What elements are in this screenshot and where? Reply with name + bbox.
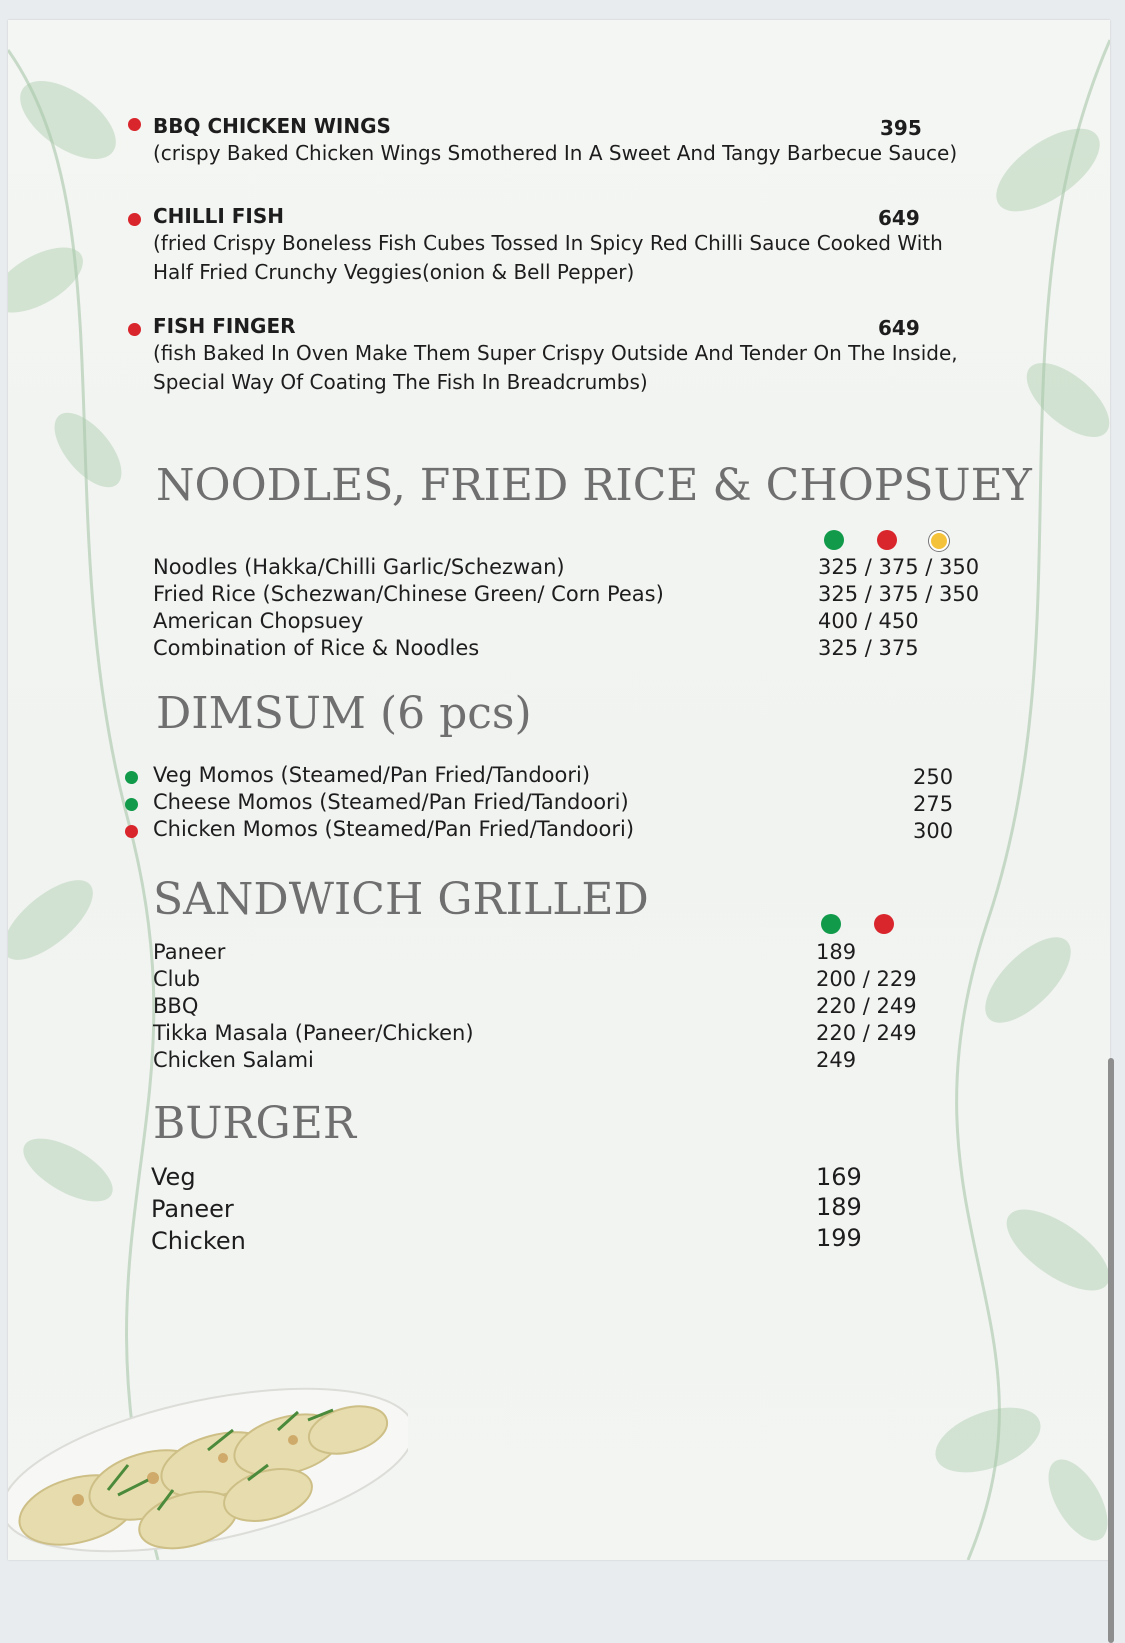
nonveg-dot-icon xyxy=(125,825,138,838)
item-name: FISH FINGER xyxy=(153,314,296,338)
item-name: Paneer xyxy=(153,940,226,964)
nonveg-dot-icon xyxy=(874,914,894,934)
item-name: Cheese Momos (Steamed/Pan Fried/Tandoori) xyxy=(153,790,629,814)
item-price: 250 xyxy=(913,765,954,789)
item-name: CHILLI FISH xyxy=(153,204,284,228)
veg-dot-icon xyxy=(821,914,841,934)
item-price: 189 xyxy=(816,1193,862,1221)
item-name: Chicken Momos (Steamed/Pan Fried/Tandoori) xyxy=(153,817,635,841)
item-price: 649 xyxy=(878,316,920,340)
item-description: (crispy Baked Chicken Wings Smothered In A Sweet And Tangy Barbecue Sauce) xyxy=(153,141,958,165)
item-name: Veg Momos (Steamed/Pan Fried/Tandoori) xyxy=(153,763,591,787)
item-name: American Chopsuey xyxy=(153,609,364,633)
nonveg-dot-icon xyxy=(128,323,141,336)
item-price: 199 xyxy=(816,1224,862,1252)
item-price: 200 / 229 xyxy=(816,967,917,991)
item-description: (fish Baked In Oven Make Them Super Crispy Outside And Tender On The Inside, xyxy=(153,341,958,365)
item-name: Chicken xyxy=(151,1227,246,1255)
nonveg-dot-icon xyxy=(128,213,141,226)
item-name: Paneer xyxy=(151,1195,234,1223)
item-price: 300 xyxy=(913,819,954,843)
section-heading: SANDWICH GRILLED xyxy=(153,874,649,925)
momos-plate-image xyxy=(8,1370,408,1560)
item-price: 325 / 375 / 350 xyxy=(818,582,980,606)
section-heading: DIMSUM (6 pcs) xyxy=(156,688,532,739)
egg-dot-icon xyxy=(929,531,949,551)
item-name: BBQ xyxy=(153,994,199,1018)
item-price: 275 xyxy=(913,792,954,816)
item-price: 325 / 375 / 350 xyxy=(818,555,980,579)
veg-dot-icon xyxy=(125,771,138,784)
veg-dot-icon xyxy=(824,530,844,550)
item-price: 220 / 249 xyxy=(816,994,917,1018)
item-name: Chicken Salami xyxy=(153,1048,314,1072)
item-price: 649 xyxy=(878,206,920,230)
item-price: 249 xyxy=(816,1048,857,1072)
item-name: BBQ CHICKEN WINGS xyxy=(153,114,391,138)
item-name: Fried Rice (Schezwan/Chinese Green/ Corn Peas) xyxy=(153,582,664,606)
item-price: 400 / 450 xyxy=(818,609,919,633)
item-name: Veg xyxy=(151,1163,196,1191)
item-price: 325 / 375 xyxy=(818,636,919,660)
veg-dot-icon xyxy=(125,798,138,811)
item-description: (fried Crispy Boneless Fish Cubes Tossed In Spicy Red Chilli Sauce Cooked With xyxy=(153,231,943,255)
nonveg-dot-icon xyxy=(128,118,141,131)
section-heading: NOODLES, FRIED RICE & CHOPSUEY xyxy=(156,460,1032,511)
nonveg-dot-icon xyxy=(877,530,897,550)
item-name: Noodles (Hakka/Chilli Garlic/Schezwan) xyxy=(153,555,565,579)
section-heading: BURGER xyxy=(153,1098,356,1149)
scrollbar[interactable] xyxy=(1108,1058,1114,1643)
item-name: Tikka Masala (Paneer/Chicken) xyxy=(153,1021,474,1045)
item-price: 189 xyxy=(816,940,857,964)
item-name: Combination of Rice & Noodles xyxy=(153,636,480,660)
item-name: Club xyxy=(153,967,201,991)
menu-page xyxy=(8,20,1110,1560)
item-price: 220 / 249 xyxy=(816,1021,917,1045)
item-description: Special Way Of Coating The Fish In Breadcrumbs) xyxy=(153,370,648,394)
item-description: Half Fried Crunchy Veggies(onion & Bell Pepper) xyxy=(153,260,635,284)
item-price: 395 xyxy=(880,116,922,140)
item-price: 169 xyxy=(816,1163,862,1191)
